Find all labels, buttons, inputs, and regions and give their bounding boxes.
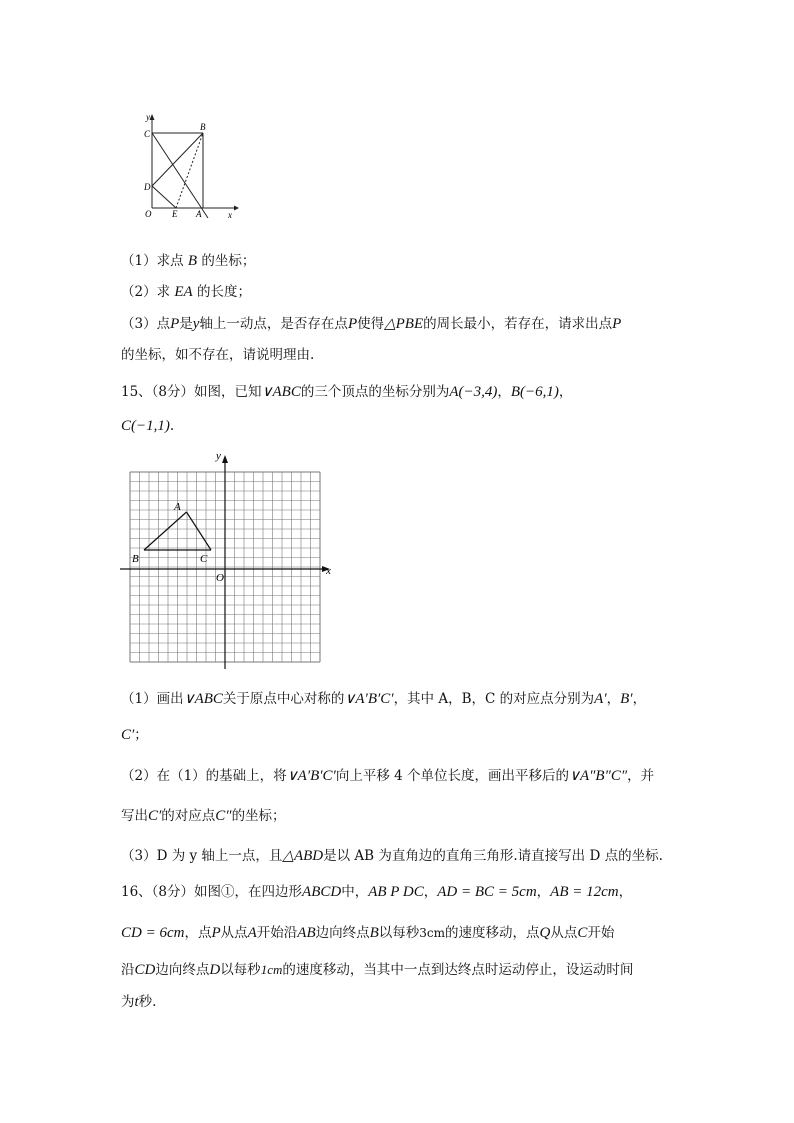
text: 写出 <box>121 808 148 824</box>
q15-part1 <box>121 687 646 708</box>
text: （2）求 <box>121 284 171 300</box>
text: 轴上一动点，是否存在点 <box>199 316 348 332</box>
text: （1）画出 <box>121 691 184 707</box>
text: ， <box>558 384 573 400</box>
q15-heading <box>121 380 572 401</box>
text: 向上平移 4 个单位长度，画出平移后的 <box>335 768 570 784</box>
math: △ABD <box>282 848 324 864</box>
text: 秒. <box>138 994 157 1010</box>
text: （2）在（1）的基础上，将 <box>121 768 287 784</box>
text: 开始 <box>587 925 615 941</box>
y-axis-arrow <box>150 114 155 120</box>
q16-line1 <box>121 880 632 901</box>
math: CD <box>134 962 156 978</box>
math: B <box>369 925 379 941</box>
label-o: O <box>145 209 152 219</box>
text: ， <box>632 691 647 707</box>
math: AB P DC <box>368 884 424 900</box>
math: C′ <box>121 727 135 743</box>
text: 的坐标，如不存在，请说明理由. <box>121 347 315 363</box>
text: ； <box>134 727 148 743</box>
math: Q <box>539 925 551 941</box>
math: AD = BC = 5cm <box>437 884 537 900</box>
label-d: D <box>144 182 151 192</box>
math: D <box>209 962 221 978</box>
text: ， <box>606 691 621 707</box>
text: ， <box>618 884 633 900</box>
label-y: y <box>216 452 221 462</box>
text: 的坐标； <box>201 253 256 269</box>
triangle-side-ba <box>144 512 187 550</box>
math: t <box>134 994 139 1010</box>
segment-db <box>152 133 203 186</box>
text: 15、（8分）如图，已知 <box>121 384 262 400</box>
text: 3cm <box>419 926 446 940</box>
text: ， <box>536 884 551 900</box>
label-c: C <box>200 553 208 565</box>
label-y: y <box>146 112 150 122</box>
math: C(−1,1) <box>121 418 170 434</box>
label-c: C <box>144 129 151 139</box>
text: 的速度移动，点 <box>445 925 540 941</box>
text: 使得 <box>357 316 385 332</box>
text: 关于原点中心对称的 <box>222 691 345 707</box>
math: ∨A′B′C′ <box>286 768 336 784</box>
text: . <box>169 418 175 434</box>
math: 1cm <box>260 962 283 977</box>
text: 的三个顶点的坐标分别为 <box>300 384 450 400</box>
y-axis-arrow <box>222 455 228 463</box>
q15-part3 <box>121 844 663 865</box>
text: 为 <box>121 994 135 1010</box>
q14-part3 <box>121 312 621 333</box>
math: AB <box>297 925 316 941</box>
q16-line4 <box>121 990 156 1011</box>
math: ∨A″B″C″ <box>569 768 628 784</box>
math: y <box>192 316 200 332</box>
text: 沿 <box>121 962 135 978</box>
math: P <box>612 316 622 332</box>
segment-eb-dotted <box>176 133 203 208</box>
math: P <box>170 316 180 332</box>
text: 边向终点 <box>155 962 210 978</box>
label-b: B <box>132 553 139 565</box>
math: CD = 6cm <box>121 925 185 941</box>
text: 是以 AB 为直角边的直角三角形.请直接写出 D 点的坐标. <box>323 848 663 864</box>
math: ABCD <box>302 884 342 900</box>
segment-ca <box>152 133 208 218</box>
text: 的速度移动，当其中一点到达终点时运动停止，设运动时间 <box>282 962 634 978</box>
label-a: A <box>174 501 181 513</box>
math: AB = 12cm <box>550 884 619 900</box>
label-e: E <box>172 209 178 219</box>
math: EA <box>174 284 193 300</box>
math: A(−3,4) <box>449 384 498 400</box>
text: 的坐标； <box>231 808 286 824</box>
q15-part1-cont <box>121 723 148 744</box>
text: ，点 <box>184 925 212 941</box>
label-b: B <box>200 122 206 132</box>
math: ∨A′B′C′ <box>344 691 394 707</box>
math: B(−6,1) <box>510 384 559 400</box>
text: 开始沿 <box>256 925 298 941</box>
text: 从点 <box>550 925 578 941</box>
math: B′ <box>620 691 633 707</box>
q14-part2 <box>121 280 251 301</box>
text: 16、（8分）如图①，在四边形 <box>121 884 303 900</box>
math: P <box>347 316 358 332</box>
q14-part1 <box>121 249 255 270</box>
math: ∨ABC <box>261 384 301 400</box>
text: 的周长最小，若存在，请求出点 <box>423 316 613 332</box>
text: 以每秒 <box>378 925 420 941</box>
q16-line2 <box>121 921 614 942</box>
figure-grid <box>120 452 340 674</box>
text: 的长度； <box>197 284 252 300</box>
text: 从点 <box>220 925 248 941</box>
q15-part2 <box>121 764 654 785</box>
text: 边向终点 <box>315 925 370 941</box>
text: 以每秒 <box>220 962 261 978</box>
math: B <box>187 253 198 269</box>
math: C″ <box>215 808 232 824</box>
math: A <box>247 925 257 941</box>
text: （3）点 <box>121 316 171 332</box>
text: （1）求点 <box>121 253 184 269</box>
triangle-side-ac <box>187 512 212 550</box>
label-o: O <box>216 572 224 584</box>
text: ，其中 A，B，C 的对应点分别为 <box>393 691 595 707</box>
label-x: x <box>326 565 331 577</box>
text: ， <box>423 884 438 900</box>
text: 中， <box>341 884 369 900</box>
x-axis-arrow <box>234 206 239 211</box>
math: ∨ABC <box>183 691 223 707</box>
q15-heading-cont <box>121 418 174 435</box>
label-a: A <box>196 209 202 219</box>
text: 的对应点 <box>161 808 216 824</box>
math: C′ <box>148 808 162 824</box>
math: P <box>211 925 221 941</box>
label-x: x <box>228 210 232 220</box>
q14-part3-cont <box>121 343 314 363</box>
math: △PBE <box>384 316 424 332</box>
q15-part2-cont <box>121 804 286 825</box>
segment-de <box>152 186 176 208</box>
text: ， <box>497 384 511 400</box>
math: C <box>577 925 588 941</box>
q16-line3 <box>121 958 633 979</box>
text: ，并 <box>627 768 655 784</box>
text: （3）D 为 y 轴上一点，且 <box>121 848 283 864</box>
text: 是 <box>179 316 193 332</box>
math: A′ <box>594 691 607 707</box>
figure-rectangle-coordinate <box>138 108 248 223</box>
